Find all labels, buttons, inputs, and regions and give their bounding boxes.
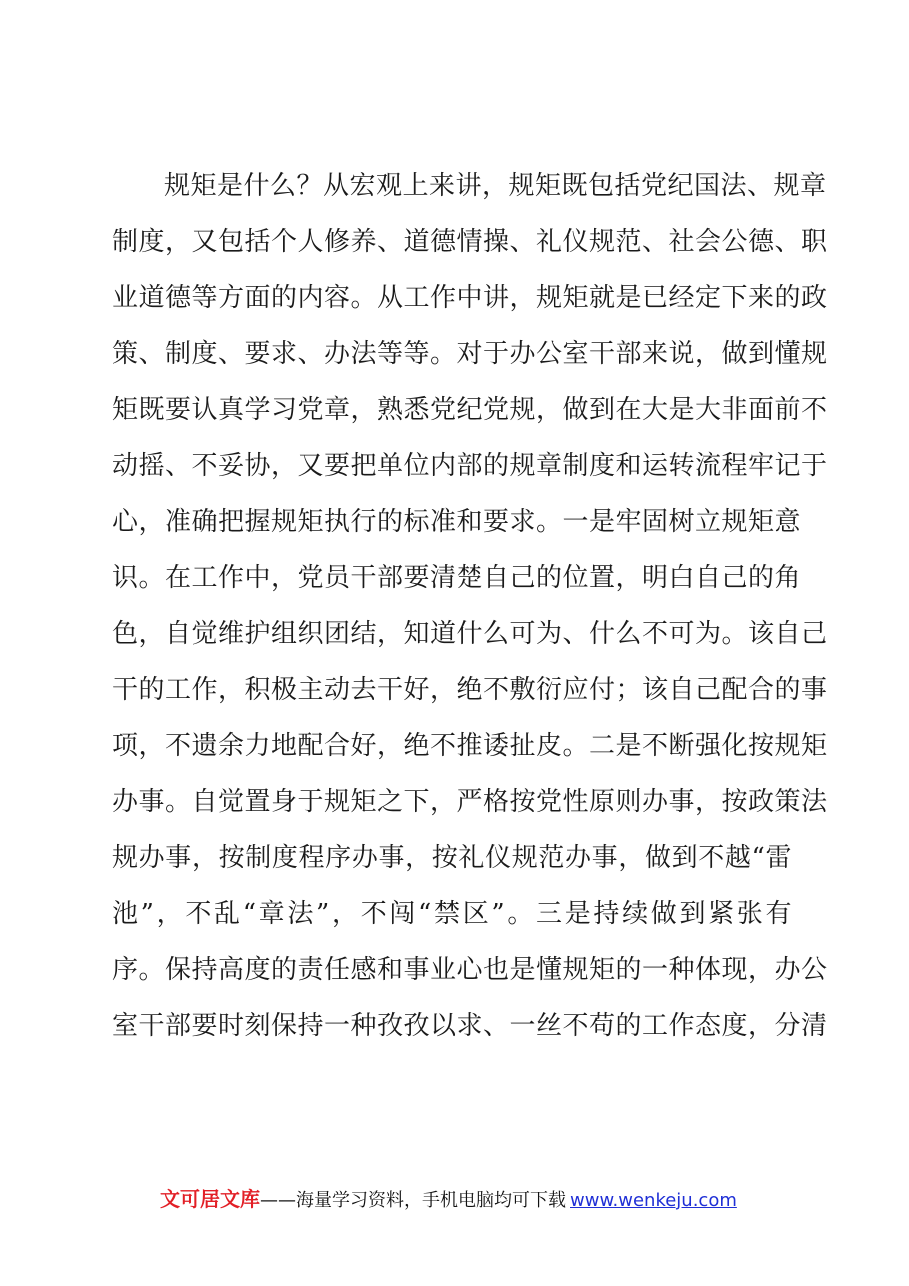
text-line: 业道德等方面的内容。从工作中讲，规矩就是已经定下来的政 (112, 283, 828, 313)
text-line: 心，准确把握规矩执行的标准和要求。一是牢固树立规矩意 (112, 507, 802, 537)
footer-banner (160, 1183, 780, 1211)
text-line: 识。在工作中，党员干部要清楚自己的位置，明白自己的角 (112, 563, 802, 593)
text-line: 策、制度、要求、办法等等。对于办公室干部来说，做到懂规 (112, 339, 828, 369)
text-line: 色，自觉维护组织团结，知道什么可为、什么不可为。该自己 (112, 619, 828, 649)
text-line: 规办事，按制度程序办事，按礼仪规范办事，做到不越“雷 (112, 843, 792, 873)
footer-tagline: ——海量学习资料，手机电脑均可下载 (260, 1190, 566, 1211)
text-line: 项，不遗余力地配合好，绝不推诿扯皮。二是不断强化按规矩 (112, 731, 828, 761)
text-line: 室干部要时刻保持一种孜孜以求、一丝不苟的工作态度，分清 (112, 1011, 828, 1041)
text-line: 办事。自觉置身于规矩之下，严格按党性原则办事，按政策法 (112, 787, 828, 817)
brand-name: 文可居文库 (160, 1187, 260, 1211)
text-line: 规矩是什么？从宏观上来讲，规矩既包括党纪国法、规章 (164, 171, 827, 201)
text-line: 动摇、不妥协，又要把单位内部的规章制度和运转流程牢记于 (112, 451, 828, 481)
document-body (112, 160, 828, 1056)
text-line: 池”，不乱“章法”，不闯“禁区”。三是持续做到紧张有 (112, 899, 792, 929)
text-line: 干的工作，积极主动去干好，绝不敷衍应付；该自己配合的事 (112, 675, 828, 705)
text-line: 制度，又包括个人修养、道德情操、礼仪规范、社会公德、职 (112, 227, 828, 257)
text-line: 矩既要认真学习党章，熟悉党纪党规，做到在大是大非面前不 (112, 395, 828, 425)
text-line: 序。保持高度的责任感和事业心也是懂规矩的一种体现，办公 (112, 955, 828, 985)
website-link[interactable]: www.wenkeju.com (570, 1190, 737, 1211)
